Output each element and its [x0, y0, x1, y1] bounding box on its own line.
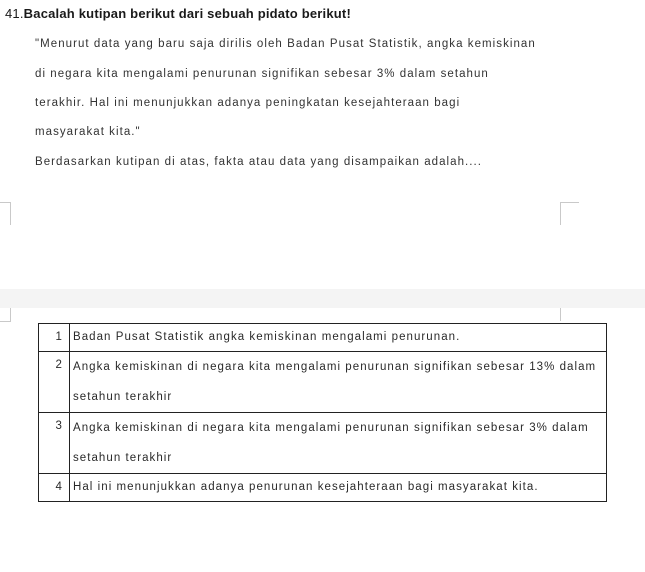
excerpt-line-1: "Menurut data yang baru saja dirilis oleh Badan Pusat Statistik, angka kemiskinan	[35, 38, 536, 50]
option-row[interactable]	[39, 324, 607, 352]
option-text: Angka kemiskinan di negara kita mengalami penurunan signifikan sebesar 13% dalam setahun terakhir	[70, 352, 607, 413]
option-number: 4	[39, 474, 70, 502]
option-number: 2	[39, 352, 70, 413]
question-instruction: Berdasarkan kutipan di atas, fakta atau data yang disampaikan adalah....	[35, 156, 483, 168]
option-text: Hal ini menunjukkan adanya penurunan kesejahteraan bagi masyarakat kita.	[70, 474, 607, 502]
excerpt-line-3: terakhir. Hal ini menunjukkan adanya peningkatan kesejahteraan bagi	[35, 97, 461, 109]
page-break-band	[0, 289, 645, 308]
option-row[interactable]	[39, 413, 607, 474]
question-prompt: Bacalah kutipan berikut dari sebuah pidato berikut!	[23, 6, 351, 21]
option-number: 3	[39, 413, 70, 474]
crop-mark-bottom-right	[560, 308, 579, 321]
crop-mark-top-right	[560, 202, 579, 225]
option-row[interactable]	[39, 352, 607, 413]
excerpt-line-2: di negara kita mengalami penurunan signifikan sebesar 3% dalam setahun	[35, 68, 489, 80]
excerpt-line-4: masyarakat kita."	[35, 126, 141, 138]
question-title	[5, 6, 351, 21]
option-text: Angka kemiskinan di negara kita mengalami penurunan signifikan sebesar 3% dalam setahun terakhir	[70, 413, 607, 474]
option-text: Badan Pusat Statistik angka kemiskinan mengalami penurunan.	[70, 324, 607, 352]
option-number: 1	[39, 324, 70, 352]
crop-mark-bottom-left	[0, 308, 11, 322]
question-number: 41.	[5, 6, 24, 21]
options-table	[38, 323, 607, 502]
crop-mark-top-left	[0, 202, 11, 225]
option-row[interactable]	[39, 474, 607, 502]
